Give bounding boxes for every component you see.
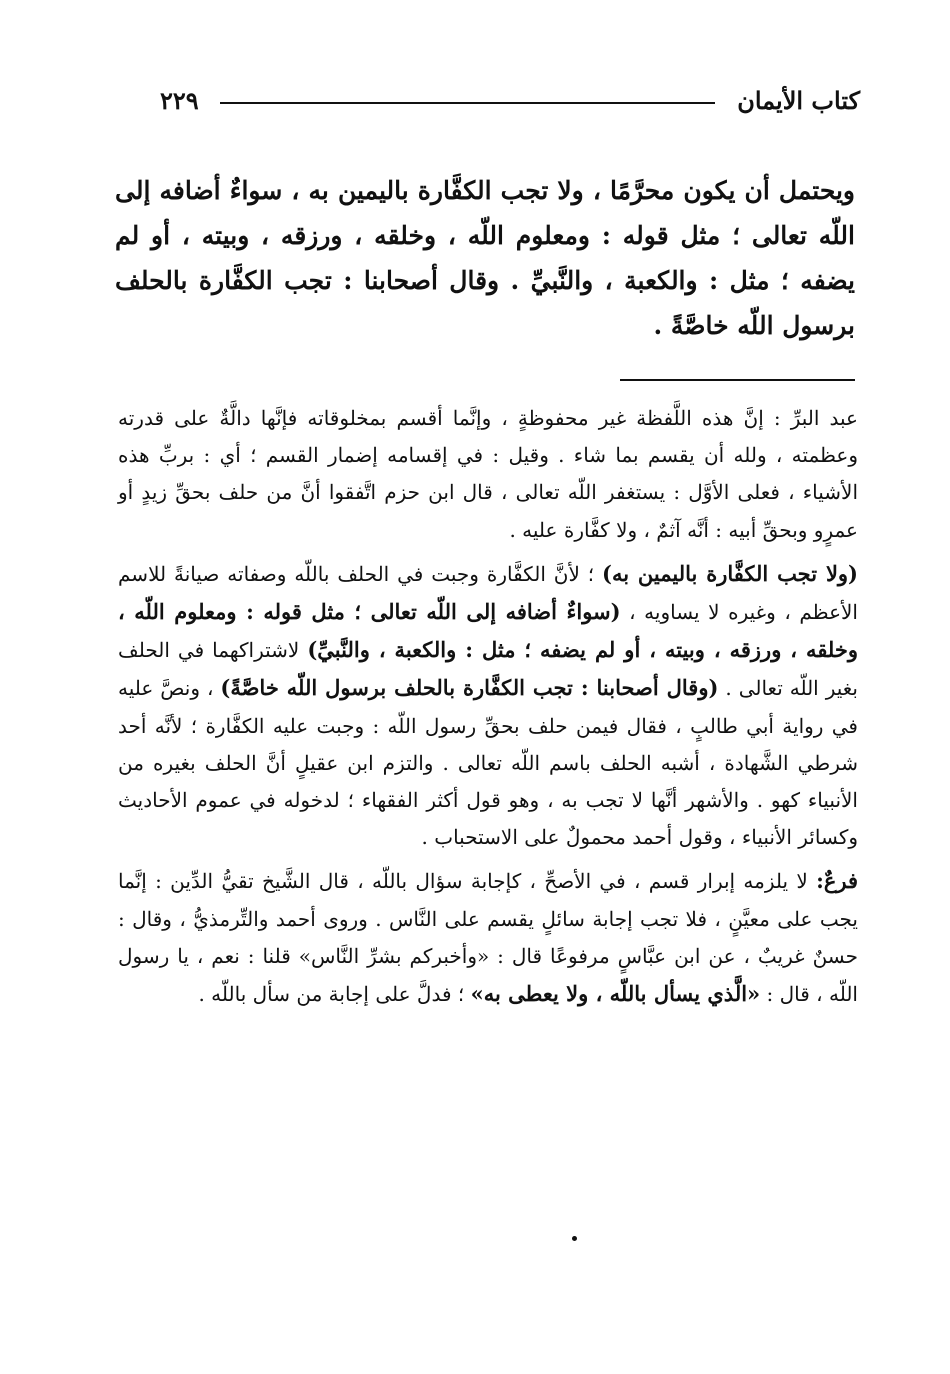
commentary-text: ؛ لأنَّ الكفَّارة وجبت في الحلف باللّه وصفاته صيانةً للاسم الأعظم ، وغيره لا يساويه ، [118,561,858,625]
book-title: كتاب الأيمان [737,86,860,115]
footnote-separator [620,379,855,381]
commentary [118,400,858,1019]
commentary-text: ، ونصَّ عليه في رواية أبي طالبٍ ، فقال فيمن حلف بحقِّ رسول اللّه : وجبت عليه الكفَّارة ؛ لأنَّه أحد شرطي الشَّهادة ، أشبه الحلف باسم اللّه تعالى . والتزم ابن عقيلٍ أنَّ الحلف بغيره من الأنبياء كهو . والأشهر أنَّها لا تجب به ، وهو قول أكثر الفقهاء ؛ لدخوله في عموم الأحاديث وكسائر الأنبياء ، وقول أحمد محمولٌ على الاستحباب . [118,676,858,850]
commentary-paragraph-2 [118,555,858,857]
section-label: فرعٌ: [816,868,858,894]
page-header [150,82,860,122]
hadith-quote: «الَّذي يسأل باللّه ، ولا يعطى به» [470,981,761,1007]
header-rule [220,102,715,104]
commentary-paragraph-1: عبد البرِّ : إنَّ هذه اللَّفظة غير محفوظةٍ ، وإنَّما أقسم بمخلوقاته فإنَّها دالَّةٌ على قدرته وعظمته ، ولله أن يقسم بما شاء . وقيل : في إقسامه إضمار القسم ؛ أي : بربِّ هذه الأشياء ، فعلى الأوَّل : يستغفر اللّه تعالى ، قال ابن حزم اتَّفقوا أنَّ من حلف بحقِّ زيدٍ أو عمرٍو وبحقِّ أبيه : أنَّه آثمٌ ، ولا كفَّارة عليه . [118,406,858,542]
commentary-text: ؛ فدلَّ على إجابة من سأل باللّه . [198,982,471,1007]
commentary-paragraph-3 [118,862,858,1013]
quoted-matn: (وقال أصحابنا : تجب الكفَّارة بالحلف برسول اللّه خاصَّةً) [220,675,719,701]
page-number: ٢٢٩ [160,86,199,115]
main-text: ويحتمل أن يكون محرَّمًا ، ولا تجب الكفَّارة باليمين به ، سواءٌ أضافه إلى اللّه تعالى ؛ مثل قوله : ومعلوم اللّه ، وخلقه ، ورزقه ، وبيته ، أو لم يضفه ؛ مثل : والكعبة ، والنَّبيِّ . وقال أصحابنا : تجب الكفَّارة بالحلف برسول اللّه خاصَّةً . [115,176,855,340]
commentary-text: لاشتراكهما في الحلف بغير اللّه تعالى . [118,638,858,701]
quoted-matn: (ولا تجب الكفَّارة باليمين به) [602,560,858,586]
quoted-matn: (سواءٌ أضافه إلى اللّه تعالى ؛ مثل قوله : ومعلوم اللّه ، وخلقه ، ورزقه ، وبيته ، أو لم يضفه ؛ مثل : والكعبة ، والنَّبيِّ) [118,599,859,663]
end-mark [572,1236,577,1241]
commentary-text: لا يلزمه إبرار قسم ، في الأصحِّ ، كإجابة سؤال باللّه ، قال الشَّيخ تقيُّ الدِّين : إنَّما يجب على معيَّنٍ ، فلا تجب إجابة سائلٍ يقسم على النَّاس . وروى أحمد والتِّرمذيُّ ، وقال : حسنٌ غريبٌ ، عن ابن عبَّاسٍ مرفوعًا قال : «وأخبركم بشرِّ النَّاس» قلنا : نعم ، يا رسول اللّه ، قال : [118,869,858,1007]
